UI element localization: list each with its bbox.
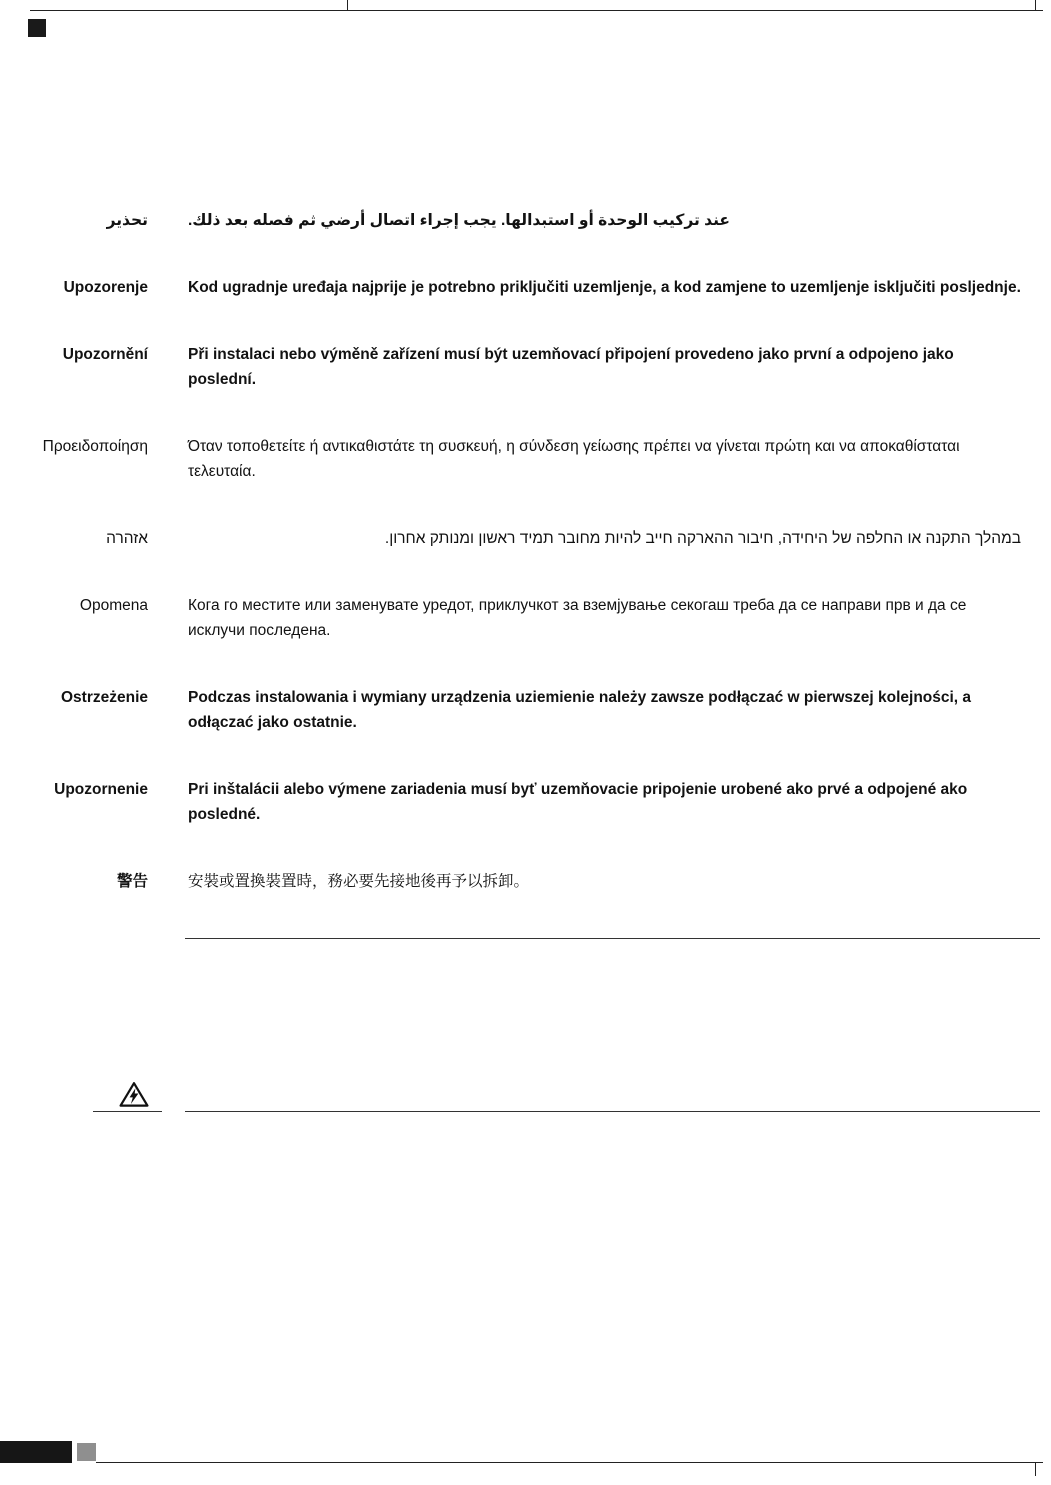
warning-text: Кога го местите или заменувате уредот, приклучкот за вземјување секогаш треба да се направи прв и да се исклучи последена.: [188, 597, 967, 639]
warning-row: [0, 777, 1051, 827]
warning-row: [0, 526, 1051, 551]
warning-text: Při instalaci nebo výměně zařízení musí být uzemňovací připojení provedeno jako první a odpojeno jako poslední.: [188, 346, 954, 388]
warnings-list: [0, 208, 1051, 936]
footer-right-crop-tick: [1035, 1462, 1036, 1476]
warning-label: 警告: [116, 873, 148, 890]
warning-row: [0, 593, 1051, 643]
warning-row: [0, 342, 1051, 392]
warning-row: [0, 208, 1051, 233]
top-crop-line: [30, 10, 1043, 11]
warning-row: [0, 275, 1051, 300]
footer-black-bar: [0, 1441, 72, 1463]
warning-label-rule: [93, 1111, 162, 1112]
warning-row: [0, 869, 1051, 894]
warning-label: Ostrzeżenie: [60, 689, 148, 706]
warning-label: Upozorenje: [63, 279, 148, 296]
warning-text: Podczas instalowania i wymiany urządzenia uziemienie należy zawsze podłączać w pierwszej kolejności, a odłączać jako ostatnie.: [188, 689, 972, 731]
warning-label: Opomena: [79, 597, 148, 614]
warning-text: 安裝或置換裝置時，務必要先接地後再予以拆卸。: [188, 873, 530, 890]
footer-rule-line: [96, 1462, 1043, 1463]
warning-row: [0, 434, 1051, 484]
top-left-registration-square: [28, 19, 46, 37]
warning-label: אזהרה: [106, 530, 148, 547]
warning-label: Προειδοποίηση: [42, 438, 148, 455]
section-divider-line: [185, 938, 1040, 939]
warning-text: Pri inštalácii alebo výmene zariadenia musí byť uzemňovacie pripojenie urobené ako prvé a odpojené ako posledné.: [188, 781, 968, 823]
warning-label: تحذير: [106, 212, 148, 229]
warning-label: Upozornenie: [54, 781, 148, 798]
warning-text: Όταν τοποθετείτε ή αντικαθιστάτε τη συσκευή, η σύνδεση γείωσης πρέπει να γίνεται πρώτη και να αποκαθίσταται τελευταία.: [188, 438, 960, 480]
warning-label: Upozornění: [62, 346, 148, 363]
warning-text: במהלך התקנה או החלפה של היחידה, חיבור ההארקה חייב להיות מחובר תמיד ראשון ומנותק אחרון.: [384, 530, 1021, 547]
top-right-crop-tick: [1035, 0, 1036, 11]
footer-gray-square: [77, 1443, 96, 1461]
warning-text: عند تركيب الوحدة أو استبدالها. يجب إجراء اتصال أرضي ثم فصله بعد ذلك.: [188, 212, 730, 229]
warning-triangle-icon: [119, 1081, 149, 1108]
warning-statement-rule: [185, 1111, 1040, 1112]
top-crop-tick: [347, 0, 348, 11]
warning-row: [0, 685, 1051, 735]
warning-text: Kod ugradnje uređaja najprije je potrebno priključiti uzemljenje, a kod zamjene to uzemljenje isključiti posljednje.: [188, 279, 1021, 296]
